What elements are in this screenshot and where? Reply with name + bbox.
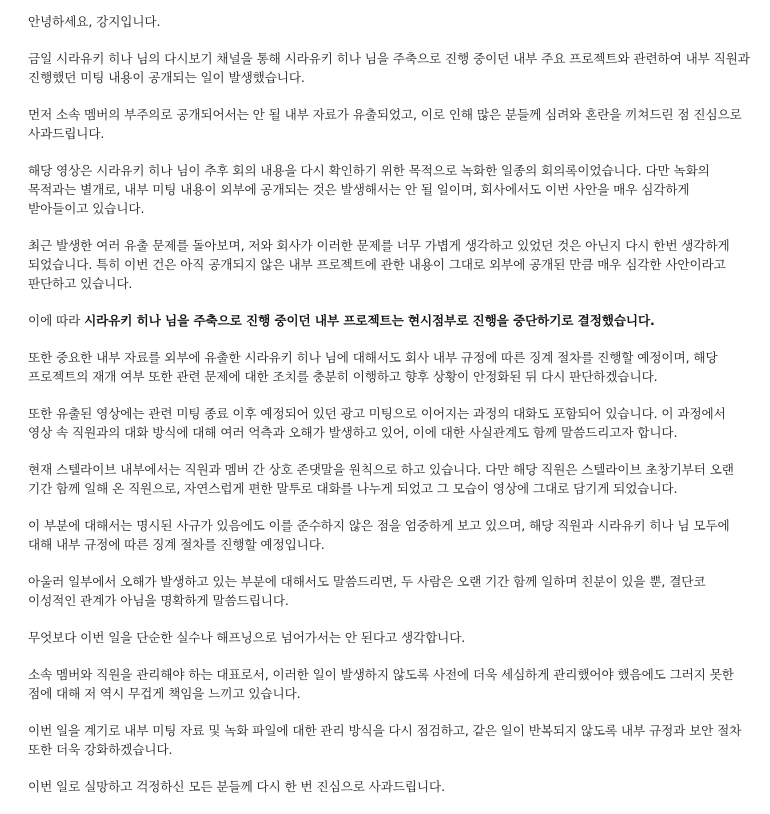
paragraph-incident: 금일 시라유키 히나 님의 다시보기 채널을 통해 시라유키 히나 님을 주축으로 진행 중이던 내부 주요 프로젝트와 관련하여 내부 직원과 진행했던 미팅 내용이 공개되는 일이 발생했습니다. — [28, 51, 750, 85]
paragraph-relationship: 아울러 일부에서 오해가 발생하고 있는 부분에 대해서도 말씀드리면, 두 사람은 오랜 기간 함께 일하며 친분이 있을 뿐, 결단코 이성적인 관계가 아님을 명확하게 말씀드립니다. — [28, 574, 706, 608]
statement-document — [28, 12, 750, 814]
paragraph-ad-meeting: 또한 유출된 영상에는 관련 미팅 종료 이후 예정되어 있던 광고 미팅으로 이어지는 과정의 대화도 포함되어 있습니다. 이 과정에서 영상 속 직원과의 대화 방식에 대해 여러 억측과 오해가 발생하고 있어, 이에 대한 사실관계도 함께 말씀드리고자 합니다. — [28, 406, 726, 440]
paragraph-final-apology: 이번 일로 실망하고 걱정하신 모든 분들께 다시 한 번 진심으로 사과드립니다. — [28, 779, 445, 794]
paragraph-video-context: 해당 영상은 시라유키 히나 님이 추후 회의 내용을 다시 확인하기 위한 목적으로 녹화한 일종의 회의록이었습니다. 다만 녹화의 목적과는 별개로, 내부 미팅 내용이 외부에 공개되는 것은 발생해서는 안 될 일이며, 회사에서도 이번 사안을 매우 심각하게 받아들이고 있습니다. — [28, 163, 710, 216]
paragraph-apology: 먼저 소속 멤버의 부주의로 공개되어서는 안 될 내부 자료가 유출되었고, 이로 인해 많은 분들께 심려와 혼란을 끼쳐드린 점 진심으로 사과드립니다. — [28, 107, 742, 141]
decision-prefix: 이에 따라 — [28, 313, 85, 328]
greeting: 안녕하세요, 강지입니다. — [28, 14, 161, 29]
paragraph-not-mistake: 무엇보다 이번 일을 단순한 실수나 해프닝으로 넘어가서는 안 된다고 생각합니다. — [28, 630, 466, 645]
paragraph-rule-violation: 이 부분에 대해서는 명시된 사규가 있음에도 이를 준수하지 않은 점을 엄중하게 보고 있으며, 해당 직원과 시라유키 히나 님 모두에 대해 내부 규정에 따른 징계 절차를 진행할 예정입니다. — [28, 518, 730, 552]
paragraph-decision — [28, 311, 750, 330]
paragraph-disciplinary: 또한 중요한 내부 자료를 외부에 유출한 시라유키 히나 님에 대해서도 회사 내부 규정에 따른 징계 절차를 진행할 예정이며, 해당 프로젝트의 재개 여부 또한 관련 문제에 대한 조치를 충분히 이행하고 향후 상황이 안정화된 뒤 다시 판단하겠습니다. — [28, 350, 718, 384]
paragraph-responsibility: 소속 멤버와 직원을 관리해야 하는 대표로서, 이러한 일이 발생하지 않도록 사전에 더욱 세심하게 관리했어야 했음에도 그러지 못한 점에 대해 저 역시 무겁게 책임을 느끼고 있습니다. — [28, 667, 734, 701]
paragraph-improvement: 이번 일을 계기로 내부 미팅 자료 및 녹화 파일에 대한 관리 방식을 다시 점검하고, 같은 일이 반복되지 않도록 내부 규정과 보안 절차 또한 더욱 강화하겠습니다. — [28, 723, 742, 757]
paragraph-reflection: 최근 발생한 여러 유출 문제를 돌아보며, 저와 회사가 이러한 문제를 너무 가볍게 생각하고 있었던 것은 아닌지 다시 한번 생각하게 되었습니다. 특히 이번 건은 아직 공개되지 않은 내부 프로젝트에 관한 내용이 그대로 외부에 공개된 만큼 매우 심각한 사안이라고 판단하고 있습니다. — [28, 238, 730, 291]
decision-bold-text: 시라유키 히나 님을 주축으로 진행 중이던 내부 프로젝트는 현시점부로 진행을 중단하기로 결정했습니다. — [84, 313, 655, 328]
paragraph-speech-policy: 현재 스텔라이브 내부에서는 직원과 멤버 간 상호 존댓말을 원칙으로 하고 있습니다. 다만 해당 직원은 스텔라이브 초창기부터 오랜 기간 함께 일해 온 직원으로, 자연스럽게 편한 말투로 대화를 나누게 되었고 그 모습이 영상에 그대로 담기게 되었습니다. — [28, 462, 734, 496]
